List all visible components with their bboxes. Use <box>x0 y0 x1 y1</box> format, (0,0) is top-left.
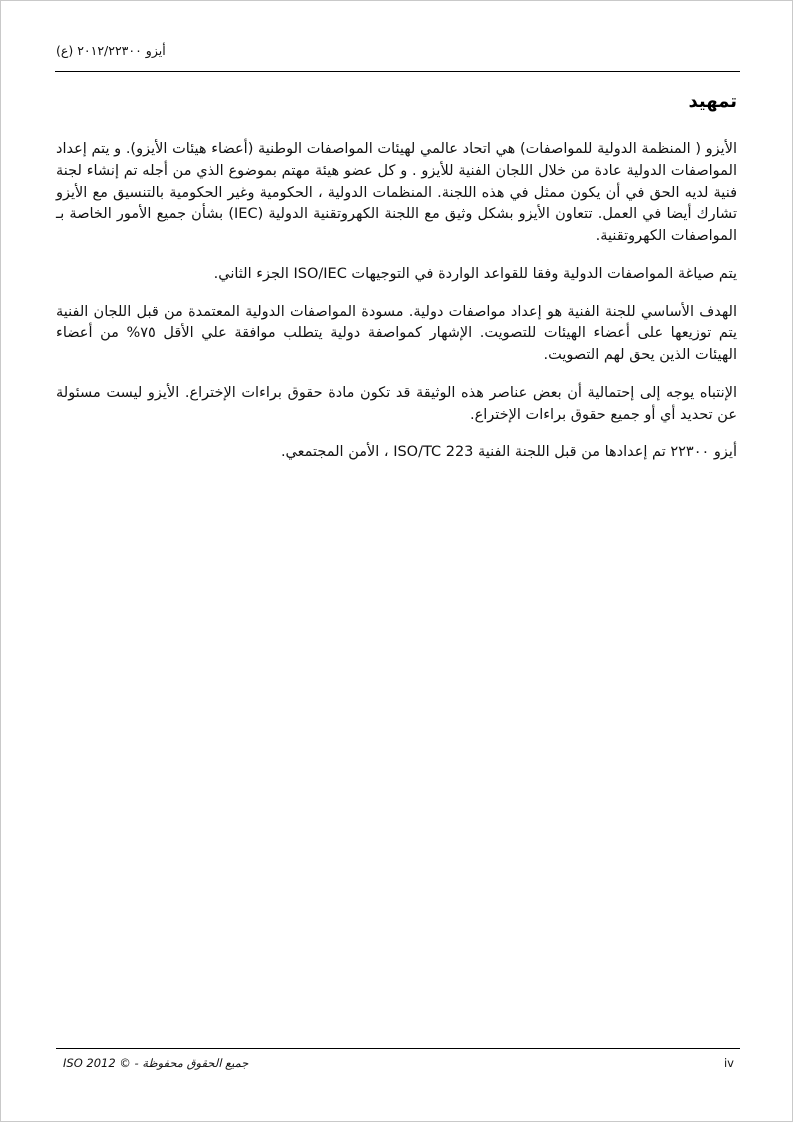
body-paragraph: يتم صياغة المواصفات الدولية وفقا للقواعد الواردة في التوجيهات ISO/IEC الجزء الثاني. <box>213 265 737 282</box>
document-body <box>56 139 737 480</box>
body-paragraph: الأيزو ( المنظمة الدولية للمواصفات) هي اتحاد عالمي لهيئات المواصفات الوطنية (أعضاء هيئات الأيزو). و يتم إعداد المواصفات الدولية عادة من خلال اللجان الفنية للأيزو . و كل عضو هيئة مهتم بموضوع الذي من أجله تم إنشاء لجنة فنية لديه الحق في أن يكون ممثل في هذه اللجنة. المنظمات الدولية ، الحكومية وغير الحكومية بالتنسيق مع الأيزو تشارك أيضا في العمل. تتعاون الأيزو بشكل وثيق مع اللجنة الكهروتقنية الدولية (IEC) بشأن جميع الأمور الخاصة بـ المواصفات الكهروتقنية. <box>56 141 737 244</box>
body-paragraph: الإنتباه يوجه إلى إحتمالية أن بعض عناصر هذه الوثيقة قد تكون مادة حقوق براءات الإختراع. الأيزو ليست مسئولة عن تحديد أي أو جميع حقوق براءات الإختراع. <box>56 384 737 423</box>
body-paragraph: الهدف الأساسي للجنة الفنية هو إعداد مواصفات دولية. مسودة المواصفات الدولية المعتمدة من قبل اللجان الفنية يتم توزيعها على أعضاء الهيئات للتصويت. الإشهار كمواصفة دولية يتطلب موافقة علي الأقل ٧٥% من أعضاء الهيئات الذين يحق لهم التصويت. <box>56 303 737 363</box>
body-paragraph: أيزو ٢٢٣٠٠ تم إعدادها من قبل اللجنة الفنية ISO/TC 223 ، الأمن المجتمعي. <box>280 444 737 461</box>
running-header: أيزو ٢٠١٢/٢٢٣٠٠ (ع) <box>56 43 166 58</box>
footer-rule <box>56 1048 740 1049</box>
footer-copyright: جميع الحقوق محفوظة - © ISO 2012 <box>63 1056 249 1070</box>
header-rule <box>55 71 740 72</box>
page-number: iv <box>723 1056 734 1070</box>
section-title: تمهيد <box>688 91 737 112</box>
